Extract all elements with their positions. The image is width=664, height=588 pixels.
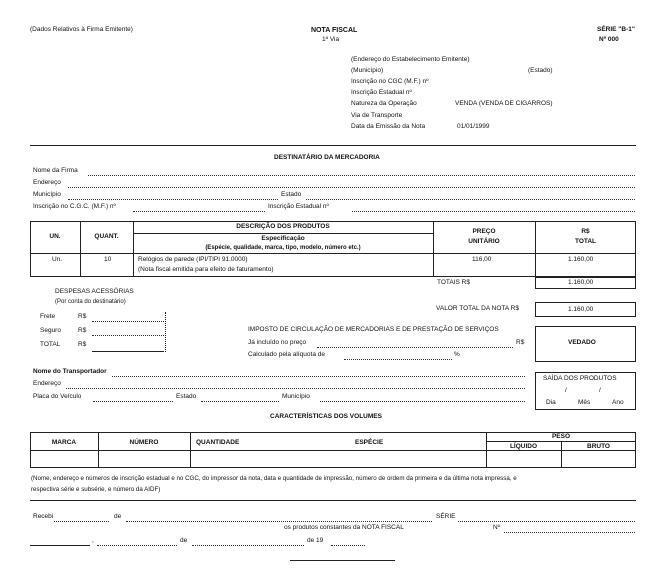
- seguro-label: Seguro: [40, 327, 61, 334]
- transportador-endereco-line: [66, 388, 525, 389]
- icms-incluido-line: [317, 347, 513, 348]
- col-un-header: UN.: [49, 233, 61, 240]
- saida-dia: Dia: [546, 399, 556, 406]
- col-preco-header: PREÇO: [472, 228, 496, 235]
- local-comma: ,: [92, 537, 94, 544]
- row-note: (Nota fiscal emitida para efeito de faturamento): [138, 266, 274, 273]
- col-peso-header: PESO: [551, 433, 571, 440]
- despesas-total-line: [92, 351, 164, 352]
- icms-calculado-label: Calculado pela alíquota de: [248, 351, 325, 358]
- transportador-municipio-line: [320, 401, 525, 402]
- produtos-nota-label: os produtos constantes da NOTA FISCAL: [284, 524, 404, 531]
- copy-label: 1ª Via: [322, 36, 340, 43]
- data-emissao-value: 01/01/1999: [457, 123, 490, 130]
- issuer-ie: Inscrição Estadual nº: [351, 89, 412, 96]
- local-line: [30, 545, 90, 546]
- row-description: Relógios de parede (IPI/TIPI 91.0000): [138, 256, 248, 263]
- col-quantidade-header: QUANTIDADE: [196, 439, 240, 446]
- recebi-label: Recebi: [33, 513, 54, 520]
- totais-value: 1.160,00: [568, 279, 594, 286]
- signature-line: [290, 560, 395, 561]
- dest-endereco-label: Endereço: [33, 179, 61, 186]
- issuer-address: (Endereço do Estabelecimento Emitente): [351, 56, 470, 63]
- totais-label: TOTAIS R$: [437, 279, 470, 286]
- icms-rs: R$: [516, 339, 525, 346]
- natureza-value: VENDA (VENDA DE CIGARROS): [455, 100, 553, 107]
- seguro-line: [92, 335, 164, 336]
- serie-label: SÉRIE "B-1": [597, 26, 635, 33]
- dest-cgc-line: [133, 211, 265, 212]
- dest-ie-line: [352, 211, 635, 212]
- row-preco: 116,00: [472, 256, 492, 263]
- recebi-de-label: de: [114, 513, 122, 520]
- dest-municipio-label: Município: [33, 191, 61, 198]
- volumes-title: CARACTERÍSTICAS DOS VOLUMES: [270, 413, 382, 420]
- transportador-estado-label: Estado: [176, 393, 197, 400]
- dest-ie-label: Inscrição Estadual nº: [268, 203, 329, 210]
- despesas-title: DESPESAS ACESSÓRIAS: [55, 288, 134, 295]
- recebi-serie-line: [458, 521, 635, 522]
- row-un: Un.: [52, 256, 63, 263]
- frete-line: [92, 321, 164, 322]
- via-transporte-label: Via de Transporte: [351, 112, 403, 119]
- issuer-data-label: (Dados Relativos à Firma Emitente): [30, 26, 133, 33]
- saida-title: SAÍDA DOS PRODUTOS: [543, 375, 617, 382]
- dest-nome-line: [88, 175, 635, 176]
- saida-ano: Ano: [612, 399, 624, 406]
- col-bruto-header: BRUTO: [587, 443, 610, 450]
- data-emissao-label: Data da Emissão da Nota: [351, 123, 426, 130]
- despesas-subtitle: (Por conta do destinatário): [55, 299, 126, 305]
- dest-estado-label: Estado: [281, 191, 302, 198]
- recebi-no-line: [504, 532, 635, 533]
- impressor-note-line2: respectiva série e subsérie, e número da AIDF): [31, 486, 161, 493]
- dest-estado-line: [306, 199, 635, 200]
- recebi-serie-label: SÉRIE: [436, 513, 456, 520]
- document-title: NOTA FISCAL: [311, 27, 358, 34]
- valor-total-label: VALOR TOTAL DA NOTA R$: [436, 305, 519, 312]
- col-especie-header: ESPÉCIE: [355, 439, 384, 446]
- col-rs-header: R$: [581, 228, 590, 235]
- col-numero-header: NÚMERO: [129, 439, 159, 446]
- col-liquido-header: LÍQUIDO: [509, 443, 538, 450]
- dest-municipio-line: [68, 199, 278, 200]
- placa-line: [93, 401, 173, 402]
- divider: [30, 500, 636, 501]
- impressor-note-line1: (Nome, endereço e números de inscrição estadual e no CGC, do impressor da nota, data e quantidade de impressão, número de ordem da primeira e da última nota impressa, e: [31, 475, 517, 482]
- despesas-total-label: TOTAL: [40, 341, 61, 348]
- icms-title: IMPOSTO DE CIRCULAÇÃO DE MERCADORIAS E DE PRESTAÇÃO DE SERVIÇOS: [248, 326, 499, 333]
- transportador-nome-line: [112, 376, 525, 377]
- recebi-no-label: Nº: [493, 524, 501, 531]
- dest-endereco-line: [68, 187, 635, 188]
- date-month-line: [192, 545, 304, 546]
- valor-total-value: 1.160,00: [568, 306, 594, 313]
- col-espec-detail: (Espécie, qualidade, marca, tipo, modelo, número etc.): [205, 245, 361, 251]
- col-desc-header: DESCRIÇÃO DOS PRODUTOS: [236, 223, 330, 230]
- issuer-cgc: Inscrição no CGC (M.F.) nº: [351, 78, 429, 85]
- col-espec-header: Especificação: [261, 235, 305, 242]
- dest-nome-label: Nome da Firma: [33, 167, 78, 174]
- recebi-de-line: [126, 521, 432, 522]
- col-marca-header: MARCA: [51, 439, 77, 446]
- transportador-estado-line: [201, 401, 279, 402]
- date-de-label: de: [180, 537, 188, 544]
- saida-slash-1: /: [565, 387, 567, 394]
- products-header-divider: [30, 253, 636, 254]
- natureza-label: Natureza da Operação: [351, 100, 417, 107]
- icms-aliquota-line: [344, 359, 452, 360]
- issuer-municipio: (Município): [351, 67, 384, 74]
- transportador-nome-label: Nome do Transportador: [33, 368, 107, 375]
- frete-rs: R$: [78, 313, 87, 320]
- destinatario-title: DESTINATÁRIO DA MERCADORIA: [274, 154, 380, 161]
- icms-incluido-label: Já incluído no preço: [248, 339, 307, 346]
- col-divider: [80, 221, 81, 277]
- transportador-endereco-label: Endereço: [33, 380, 61, 387]
- placa-label: Placa do Veículo: [33, 393, 82, 400]
- document-number: Nº 000: [599, 36, 619, 43]
- row-total: 1.160,00: [568, 256, 594, 263]
- col-total-header: TOTAL: [574, 238, 597, 245]
- date-year-line: [331, 545, 365, 546]
- col-divider: [98, 432, 99, 468]
- despesas-divider: [165, 312, 166, 352]
- saida-mes: Mês: [578, 399, 591, 406]
- divider: [30, 145, 636, 146]
- col-unitario-header: UNITÁRIO: [468, 238, 500, 245]
- saida-slash-2: /: [599, 387, 601, 394]
- dest-cgc-label: Inscrição no C.G.C. (M.F.) nº: [33, 203, 116, 210]
- issuer-estado: (Estado): [528, 67, 553, 74]
- icms-pct: %: [454, 351, 460, 358]
- transportador-municipio-label: Município: [282, 393, 310, 400]
- date-de19-label: de 19: [307, 537, 324, 544]
- recebi-line: [54, 521, 109, 522]
- col-quant-header: QUANT.: [94, 233, 119, 240]
- despesas-total-rs: R$: [78, 341, 87, 348]
- seguro-rs: R$: [78, 327, 87, 334]
- frete-label: Frete: [40, 313, 56, 320]
- peso-divider: [486, 441, 636, 442]
- date-day-line: [97, 545, 177, 546]
- espec-divider: [133, 233, 433, 234]
- row-quant: 10: [104, 256, 112, 263]
- col-divider: [190, 432, 191, 468]
- vedado-label: VEDADO: [568, 339, 596, 346]
